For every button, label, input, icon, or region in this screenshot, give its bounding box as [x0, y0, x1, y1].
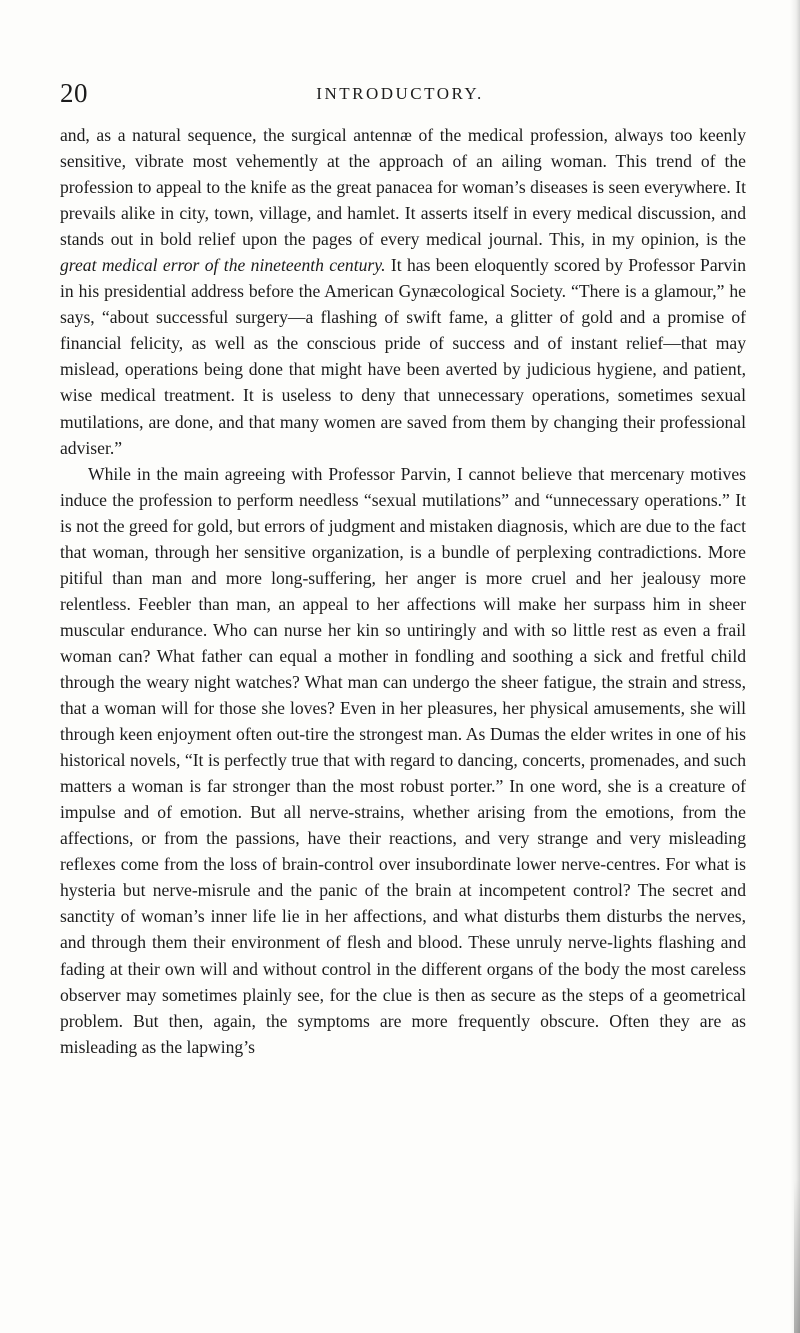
- running-head: [60, 78, 740, 108]
- page-number: 20: [60, 78, 88, 108]
- page-edge-shadow: [790, 0, 800, 1333]
- page-edge-shadow-bottom: [794, 1180, 800, 1333]
- paragraph-1-text-1: and, as a natural sequence, the surgical antennæ of the medical profession, always too keenly sensitive, vibrate most vehemently at the approach of an ailing woman. This trend of the profession to appeal to the knife as the great panacea for woman’s diseases is seen everywhere. It prevails alike in city, town, village, and hamlet. It asserts itself in every medical discussion, and stands out in bold relief upon the pages of every medical journal. This, in my opinion, is the: [60, 125, 746, 250]
- paragraph-2-text-1: While in the main agreeing with Professor Parvin, I cannot believe that mercenary motives induce the profession to perform needless “sexual mutilations” and “unnecessary operations.” It is not the greed for gold, but errors of judgment and mistaken diagnosis, which are due to the fact that woman, through her sensitive organization, is a bundle of perplexing contradictions. More pitiful than man and more long-suffering, her anger is more cruel and her jealousy more relentless. Feebler than man, an appeal to her affections will make her surpass him in sheer muscular endurance. Who can nurse her kin so untiringly and with so little rest as even a frail woman can? What father can equal a mother in fondling and soothing a sick and fretful child through the weary night watches? What man can undergo the sheer fatigue, the strain and stress, that a woman will for those she loves? Even in her pleasures, her physical amusements, she will through keen enjoyment often out-tire the strongest man. As Dumas the elder writes in one of his historical novels, “It is perfectly true that with regard to dancing, concerts, promenades, and such matters a woman is far stronger than the most robust porter.” In one word, she is a creature of impulse and of emotion. But all nerve-strains, whether arising from the emotions, from the affections, or from the passions, have their reactions, and very strange and very misleading reflexes come from the loss of brain-control over insubordinate lower nerve-centres. For what is hysteria but nerve-misrule and the panic of the brain at incompetent control? The secret and sanctity of woman’s inner life lie in her affections, and what disturbs them disturbs the nerves, and through them their environment of flesh and blood. These unruly nerve-lights flashing and fading at their own will and without control in the different organs of the body the most careless observer may sometimes plainly see, for the clue is then as secure as the steps of a geometrical problem. But then, again, the symptoms are more frequently obscure. Often they are as misleading as the lapwing’s: [60, 463, 746, 1057]
- body-text: [60, 122, 746, 1060]
- paragraph-1-text-2: It has been eloquently scored by Professor Parvin in his presidential address before the American Gynæcological Society. “There is a glamour,” he says, “about successful surgery—a flashing of swift fame, a glitter of gold and a promise of financial felicity, as well as the conscious pride of success and of instant relief—that may mislead, operations being done that might have been averted by judicious hygiene, and patient, wise medical treatment. It is useless to deny that unnecessary operations, sometimes sexual mutilations, are done, and that many women are saved from them by changing their professional adviser.”: [60, 255, 746, 458]
- paragraph-1-italic-phrase: great medical error of the nineteenth century.: [60, 255, 386, 276]
- paragraph-2: [60, 461, 746, 1060]
- running-title: INTRODUCTORY.: [316, 84, 484, 103]
- paragraph-1: [60, 122, 746, 461]
